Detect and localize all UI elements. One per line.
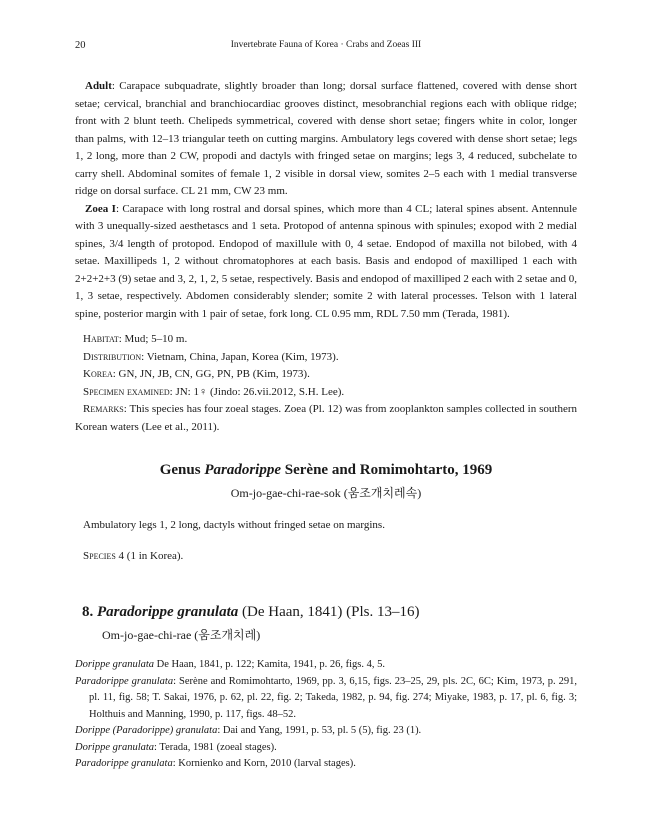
species-korean-name: Om-jo-gae-chi-rae (움조개치레) bbox=[102, 628, 261, 642]
species-number: 8. bbox=[82, 604, 94, 620]
distribution-text: : Vietnam, China, Japan, Korea (Kim, 1973). bbox=[141, 350, 339, 363]
adult-text: : Carapace subquadrate, slightly broader than long; dorsal surface flattened, covered with dense short setae; cervical, branchial and branchiocardiac grooves distinct, mesobranchial regions each with oblique ridge; front with 2 blunt teeth. Chelipeds symmetrical, covered with dense short setae; fingers white in color, longer than palms, with 12–13 triangular teeth on cutting margins. Ambulatory legs covered with dense short setae; legs 1, 2 long, more than 2 CW, propodi and dactyls with fringed setae on margins; legs 3, 4 reduced, subchelate to carry shell. Abdominal somites of female 1, 2 visible in dorsal view, somites 2–5 each with 1 medial transverse ridge on dorsal surface. CL 21 mm, CW 23 mm. bbox=[75, 80, 577, 197]
zoea-paragraph bbox=[75, 201, 577, 324]
species-heading bbox=[82, 604, 420, 621]
genus-description bbox=[75, 517, 577, 535]
remarks-line bbox=[75, 401, 577, 436]
genus-authority: Serène and Romimohtarto, 1969 bbox=[281, 462, 493, 478]
adult-paragraph bbox=[75, 78, 577, 201]
specimen-line bbox=[75, 384, 577, 402]
synonym-entry: Dorippe granulata De Haan, 1841, p. 122; Kamita, 1941, p. 26, figs. 4, 5. bbox=[75, 659, 386, 670]
page-header bbox=[75, 40, 577, 56]
synonym-entry: Dorippe granulata: Terada, 1981 (zoeal stages). bbox=[75, 741, 277, 753]
species-count-value: 4 (1 in Korea). bbox=[118, 550, 184, 562]
habitat-line bbox=[75, 331, 577, 349]
species-name: Paradorippe granulata bbox=[97, 604, 239, 620]
genus-species-count bbox=[75, 548, 577, 566]
info-block bbox=[75, 331, 577, 436]
zoea-label: Zoea I bbox=[85, 202, 116, 215]
zoea-text: : Carapace with long rostral and dorsal spines, which more than 4 CL; lateral spines absent. Antennule with 3 unequally-sized aesthetascs and 1 seta. Protopod of antenna spinous with spinules; exopod with 2 medial spines, 3/4 length of protopod. Endopod of maxillule with 0, 4 setae. Endopod of maxilla not bilobed, with 4 setae. Maxillipeds 1, 2 without chromatophores at each basis. Basis and endopod of maxilliped 1 each with 2+2+2+3 (9) setae and 3, 2, 1, 2, 5 setae, respectively. Basis and endopod of maxilliped 2 each with 2 setae and 0, 1, 3 setae, respectively. Abdomen considerably slender; somite 2 with lateral processes. Telson with 1 lateral spine, posterior margin with 1 pair of setae, fork long. CL 0.95 mm, RDL 7.50 mm (Terada, 1981). bbox=[75, 202, 578, 320]
synonym-entry: Paradorippe granulata: Kornienko and Korn, 2010 (larval stages). bbox=[75, 758, 356, 769]
genus-name: Paradorippe bbox=[204, 462, 282, 478]
habitat-label: Habitat bbox=[83, 333, 119, 345]
habitat-text: : Mud; 5–10 m. bbox=[118, 333, 188, 345]
korea-text: : GN, JN, JB, CN, GG, PN, PB (Kim, 1973). bbox=[112, 368, 310, 380]
page-number: 20 bbox=[75, 40, 86, 51]
korea-label: Korea bbox=[83, 368, 113, 380]
synonymy-list bbox=[75, 657, 577, 773]
running-title: Invertebrate Fauna of Korea · Crabs and Zoeas III bbox=[230, 40, 422, 50]
adult-label: Adult bbox=[85, 80, 112, 92]
synonym-entry: Paradorippe granulata: Serène and Romimohtarto, 1969, pp. 3, 6,15, figs. 23–25, 29, pls. 2C, 6C; Kim, 1973, p. 291, pl. 11, fig. 58; T. Sakai, 1976, p. 62, pl. 22, fig. 2; Takeda, 1982, p. 94, fig. 274; Miyake, 1983, p. 17, pl. 6, fig. 3; Holthuis and Manning, 1990, p. 117, figs. 48–52. bbox=[75, 675, 577, 720]
korea-line bbox=[75, 366, 577, 384]
genus-description-text: Ambulatory legs 1, 2 long, dactyls without fringed setae on margins. bbox=[83, 519, 385, 531]
synonym-entry: Dorippe (Paradorippe) granulata: Dai and Yang, 1991, p. 53, pl. 5 (5), fig. 23 (1). bbox=[75, 725, 422, 736]
description-block bbox=[75, 78, 577, 323]
species-count-label: Species bbox=[83, 550, 116, 562]
specimen-text: : JN: 1♀ (Jindo: 26.vii.2012, S.H. Lee). bbox=[169, 385, 345, 398]
distribution-line bbox=[75, 349, 577, 367]
species-authority: (De Haan, 1841) (Pls. 13–16) bbox=[238, 604, 420, 620]
specimen-label: Specimen examined bbox=[83, 385, 170, 398]
distribution-label: Distribution bbox=[83, 350, 142, 363]
genus-korean-name: Om-jo-gae-chi-rae-sok (움조개치레속) bbox=[230, 486, 422, 500]
remarks-text: : This species has four zoeal stages. Zoea (Pl. 12) was from zooplankton samples collected in southern Korean waters (Lee et al., 2011). bbox=[75, 403, 577, 433]
genus-heading bbox=[0, 462, 652, 479]
genus-prefix: Genus bbox=[159, 462, 205, 478]
remarks-label: Remarks bbox=[83, 403, 124, 415]
